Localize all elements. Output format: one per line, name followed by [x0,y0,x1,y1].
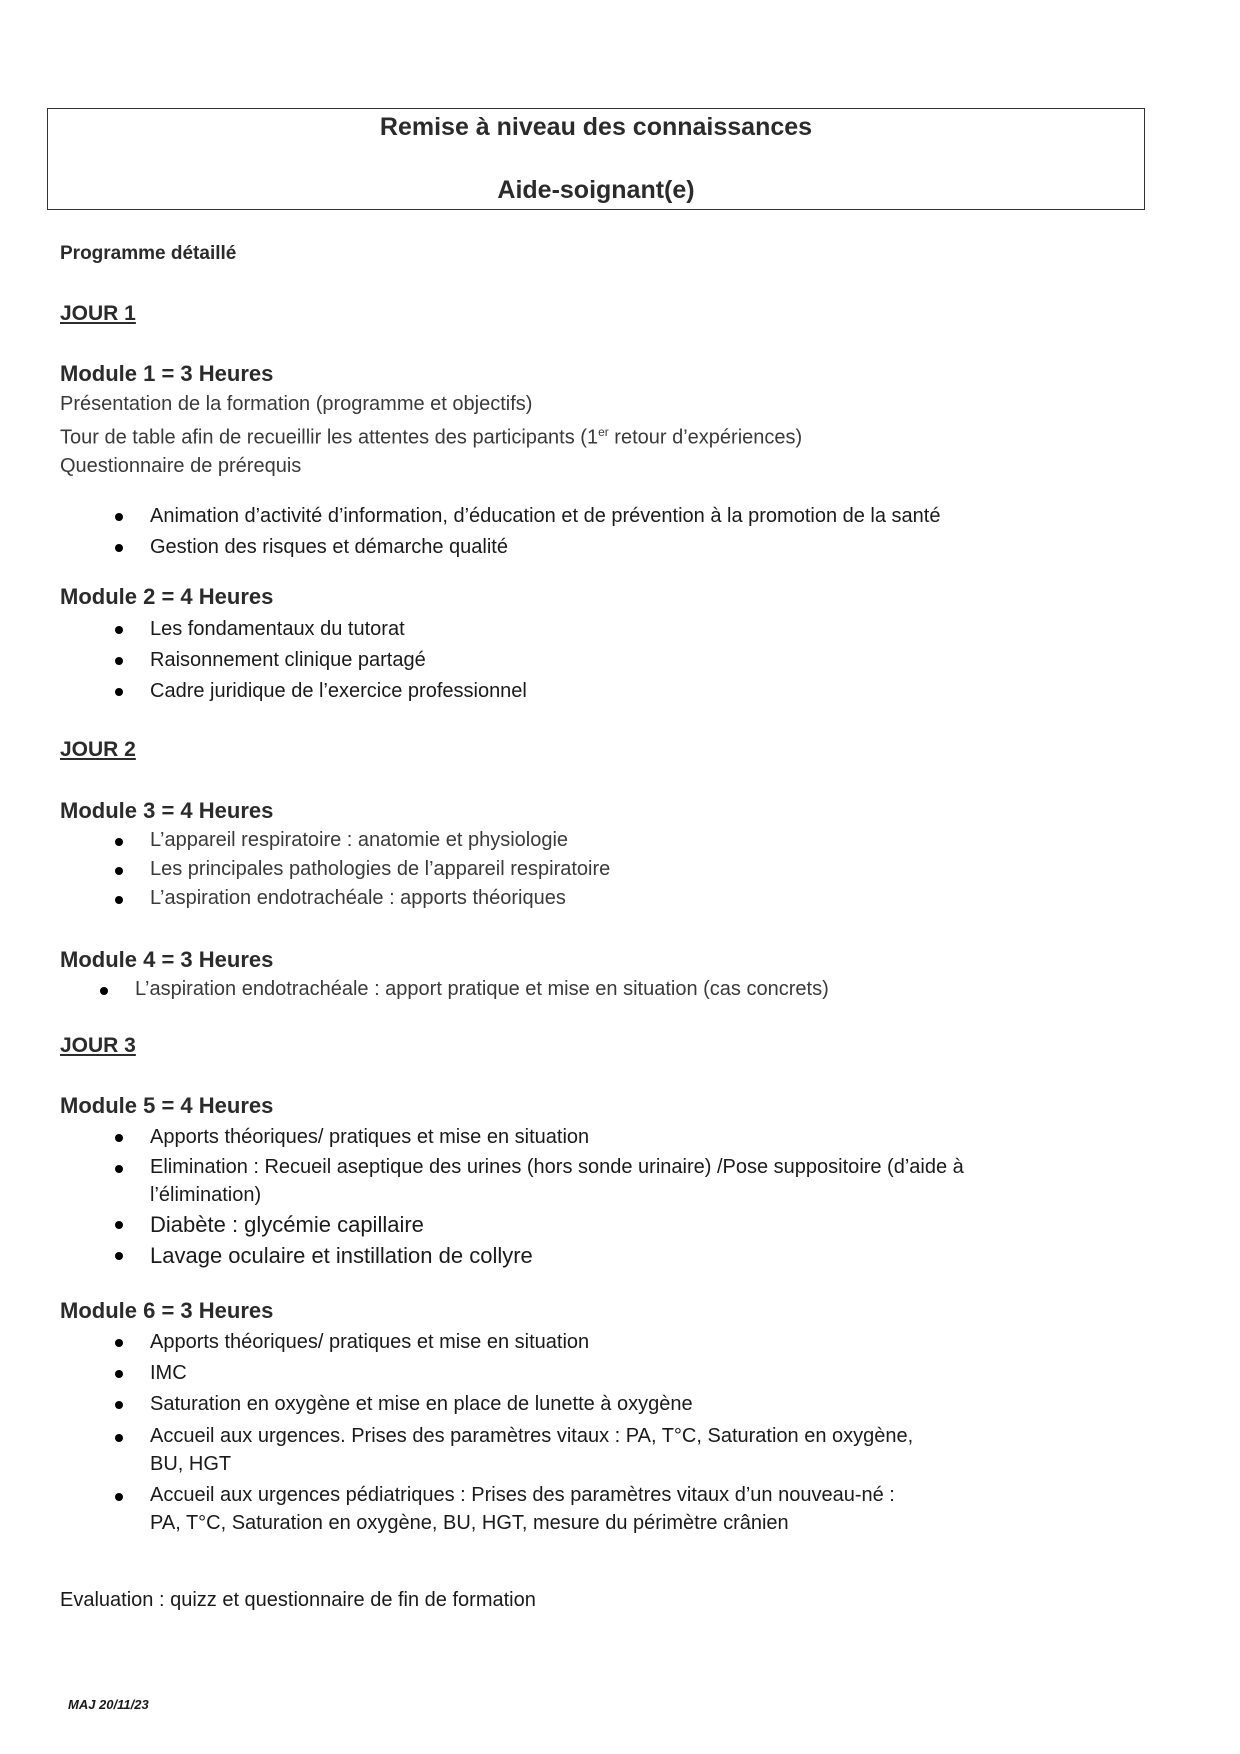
document-title: Remise à niveau des connaissances [379,113,813,141]
title-box [47,108,1145,210]
module6-list [60,1327,913,1537]
jour1-heading: JOUR 1 [60,302,136,325]
module4-heading: Module 4 = 3 Heures [60,947,274,972]
list-item-continuation: l’élimination) [150,1184,262,1206]
module4-list [60,975,829,1004]
module3-list [60,826,610,913]
list-item: Raisonnement clinique partagé [60,645,527,676]
list-item-continuation: PA, T°C, Saturation en oxygène, BU, HGT, mesure du périmètre crânien [150,1512,789,1534]
jour2-heading: JOUR 2 [60,738,136,761]
list-item: L’aspiration endotrachéale : apports théoriques [60,884,610,913]
list-item: Cadre juridique de l’exercice professionnel [60,676,527,707]
module5-heading: Module 5 = 4 Heures [60,1093,274,1118]
list-item: Accueil aux urgences. Prises des paramètres vitaux : PA, T°C, Saturation en oxygène, [60,1422,913,1450]
evaluation-text: Evaluation : quizz et questionnaire de fin de formation [60,1589,536,1611]
module1-intro [60,390,802,480]
list-item: Animation d’activité d’information, d’éducation et de prévention à la promotion de la santé [60,501,940,532]
module1-intro-line: Questionnaire de prérequis [60,454,302,477]
list-item: Apports théoriques/ pratiques et mise en situation [60,1327,913,1358]
module2-heading: Module 2 = 4 Heures [60,584,274,609]
list-item: IMC [60,1358,913,1389]
list-item: Saturation en oxygène et mise en place de lunette à oxygène [60,1389,913,1420]
list-item: Lavage oculaire et instillation de collyre [60,1240,964,1271]
module1-intro-line: Tour de table afin de recueillir les attentes des participants (1er retour d’expériences) [60,425,803,449]
module1-intro-line: Présentation de la formation (programme et objectifs) [60,393,533,415]
list-item: Gestion des risques et démarche qualité [60,532,940,563]
list-item: Les fondamentaux du tutorat [60,614,527,645]
document-subtitle: Aide-soignant(e) [497,176,695,204]
module2-list [60,614,527,707]
list-item-continuation: BU, HGT [150,1453,232,1475]
module3-heading: Module 3 = 4 Heures [60,798,274,823]
list-item: Apports théoriques/ pratiques et mise en situation [60,1122,964,1153]
update-date: MAJ 20/11/23 [68,1697,149,1712]
list-item: Accueil aux urgences pédiatriques : Prises des paramètres vitaux d’un nouveau-né : [60,1481,913,1509]
module6-heading: Module 6 = 3 Heures [60,1298,274,1323]
list-item: L’appareil respiratoire : anatomie et physiologie [60,826,610,855]
module1-heading: Module 1 = 3 Heures [60,361,274,386]
list-item: Elimination : Recueil aseptique des urines (hors sonde urinaire) /Pose suppositoire (d’aide à [60,1153,964,1181]
module5-list [60,1122,964,1271]
programme-label: Programme détaillé [60,243,237,264]
list-item: Diabète : glycémie capillaire [60,1209,964,1240]
list-item: L’aspiration endotrachéale : apport pratique et mise en situation (cas concrets) [60,975,829,1004]
module1-list [60,501,940,563]
list-item: Les principales pathologies de l’appareil respiratoire [60,855,610,884]
jour3-heading: JOUR 3 [60,1034,136,1057]
